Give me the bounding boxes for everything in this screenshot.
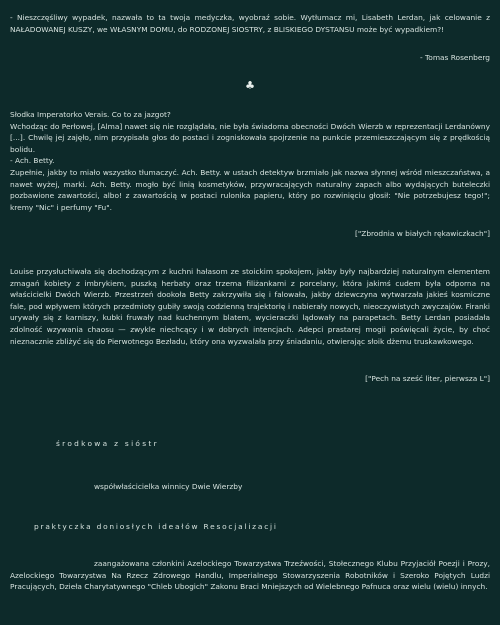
excerpt-alma (10, 109, 490, 213)
excerpt-source: ["Zbrodnia w białych rękawiczkach"] (355, 229, 490, 238)
quote-text: - Nieszczęśliwy wypadek, nazwała to ta twoja medyczka, wyobraź sobie. Wytłumacz mi, Lisabeth Lerdan, jak celowanie z NAŁADOWANEJ KUSZY, we WŁASNYM DOMU, do RODZONEJ SIOSTRY, z BLISKIEGO DYSTANSU może być wypadkiem?! (10, 13, 490, 34)
excerpt-line: Słodka Imperatorko Verais. Co to za jazgot? (10, 110, 171, 119)
excerpt-line: - Ach. Betty. (10, 156, 55, 166)
role-sister: środkowa z sióstr (56, 439, 159, 448)
excerpt-line: Zupełnie, jakby to miało wszystko tłumaczyć. Ach. Betty. w ustach detektyw brzmiało jak nazwa słynnej wśród mieszczaństwa, a nawet wyżej, marki. Ach. Betty. mogło być linią kosmetyków, przywracających naturalny zapach albo wydających buteleczki pozbawione zawartości, albo! z zawartością w postaci rulonika papieru, który po rozwinięciu głosił: "Nie potrzebujesz tego!"; kremy "Nic" i perfumy "Fu". (10, 167, 490, 212)
affiliations (10, 558, 490, 593)
excerpt-paragraph: Louise przysłuchiwała się dochodzącym z kuchni hałasom ze stoickim spokojem, jakby były najbardziej naturalnym elementem zmagań kobiety z imbrykiem, puszką herbaty oraz trzema filiżankami z porcelany, która jakimś cudem była odporna na właścicielki Dwóch Wierzb. Przestrzeń dookoła Betty zakrzywiła się i falowała, jakby dziewczyna wytwarzała jakieś kosmiczne fale, pod wpływem których przedmioty gubiły swoją codzienną trajektorię i nabierały nowych, nieoczywistych zwyczajów. Firanki urywały się z karniszy, kubki fruwały nad kuchennym blatem, wycieraczki lądowały na parapetach. Betty Lerdan posiadała zdolność wzywania chaosu — zwykle niechcący i w dobrych intencjach. Adepci prastarej mogii poświęcali życie, by choć nieznacznie zbliżyć się do Pierwotnego Bezładu, który ona wyzwalała przy śniadaniu, otwierając słoik dżemu truskawkowego. (10, 267, 490, 346)
role-resocialization: praktyczka doniosłych ideałów Resocjalizacji (34, 522, 278, 531)
quote-author: - Tomas Rosenberg (420, 53, 490, 62)
opening-quote (10, 12, 490, 35)
affiliations-text: zaangażowana członkini Azelockiego Towarzystwa Trzeźwości, Stołecznego Klubu Przyjaciół Poezji i Prozy, Azelockiego Towarzystwa Na Rzecz Zdrowego Handlu, Imperialnego Stowarzyszenia Robotników i Szeroko Pojętych Ludzi Pracujących, Dzieła Charytatywnego "Chleb Ubogich" Zakonu Braci Mniejszych od Wielebnego Pafnuca oraz wielu (wielu) innych. (10, 559, 490, 592)
excerpt-source: ["Pech na sześć liter, pierwsza L"] (365, 374, 490, 383)
club-divider-icon: ♣ (245, 79, 255, 92)
excerpt-louise (10, 266, 490, 347)
role-winery: współwłaścicielka winnicy Dwie Wierzby (94, 482, 243, 491)
excerpt-line: Wchodząc do Perłowej, [Alma] nawet się nie rozglądała, nie była świadoma obecności Dwóch Wierzb w reprezentacji Lerdanówny [...]. Chwilę jej zajęło, nim przypisała głos do postaci i zogniskowała spojrzenie na punkcie przemieszczającym się z prędkością bolidu. (10, 121, 490, 154)
